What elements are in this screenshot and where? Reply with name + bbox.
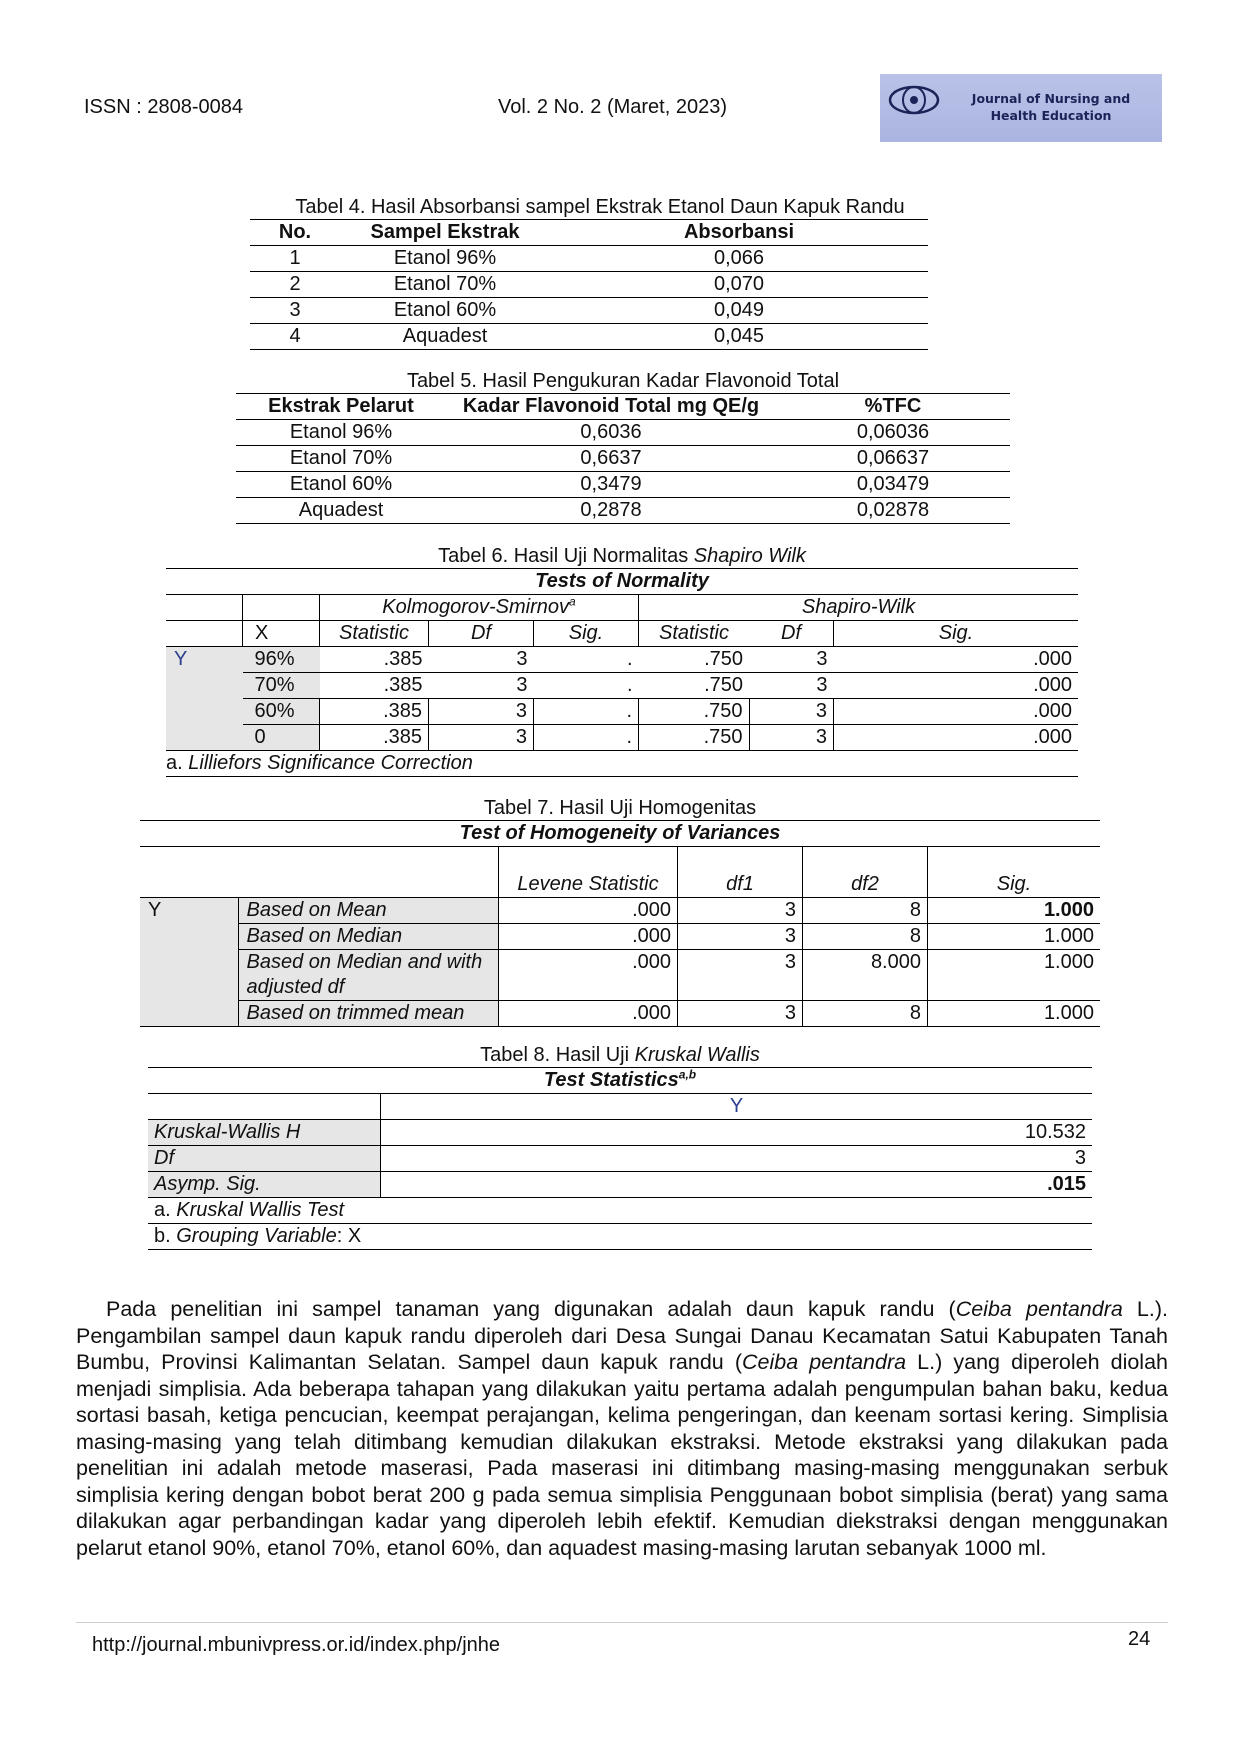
table7-header: df2 <box>803 847 928 898</box>
table-cell: 1.000 <box>928 950 1101 1001</box>
table-cell: . <box>626 674 633 696</box>
table-cell: .000 <box>499 950 678 1001</box>
table-cell: 3 <box>429 699 534 725</box>
table-cell: 3 <box>516 674 528 696</box>
table5-caption: Tabel 5. Hasil Pengukuran Kadar Flavonoid Total <box>406 370 840 392</box>
table-cell: 2 <box>289 273 301 295</box>
table8-footnote-b-text: Grouping Variable <box>176 1225 337 1247</box>
table-row <box>140 898 1100 924</box>
table-row <box>140 924 1100 950</box>
table6 <box>166 568 1078 777</box>
paragraph-segment: Pada penelitian ini sampel tanaman yang digunakan adalah daun kapuk randu ( <box>106 1297 956 1321</box>
table-row <box>166 673 1078 699</box>
table8-footnote-a-text: Kruskal Wallis Test <box>176 1199 345 1221</box>
table-cell: 4 <box>289 325 301 347</box>
table8-footnote-b-prefix: b. <box>154 1225 177 1247</box>
table7-row-label: Y <box>140 898 238 1027</box>
table4-header: Absorbansi <box>683 221 795 243</box>
table-cell: Etanol 96% <box>289 421 393 443</box>
table7-header: Levene Statistic <box>499 847 678 898</box>
table-cell: 3 <box>381 1146 1093 1172</box>
table-cell: 8.000 <box>803 950 928 1001</box>
table-cell: .750 <box>704 648 743 670</box>
table6-subheader: Df <box>429 621 534 647</box>
table7-caption: Tabel 7. Hasil Uji Homogenitas <box>483 797 757 819</box>
table-row <box>250 246 928 272</box>
table-cell: .000 <box>499 898 678 924</box>
table-cell: Based on Median <box>238 924 499 950</box>
table-cell: 0,049 <box>713 299 765 321</box>
table-cell: 3 <box>289 299 301 321</box>
table-row <box>140 1001 1100 1027</box>
table8-footnote-b <box>148 1224 1092 1250</box>
table8-col-y: Y <box>381 1094 1093 1120</box>
table6-caption-italic: Shapiro Wilk <box>693 545 806 567</box>
volume-text: Vol. 2 No. 2 (Maret, 2023) <box>498 96 728 118</box>
table-cell: 0,066 <box>713 247 765 269</box>
table7-title: Test of Homogeneity of Variances <box>459 822 781 844</box>
table-row <box>166 647 1078 673</box>
table-cell: . <box>534 725 639 751</box>
table-cell: 0,6036 <box>580 421 642 443</box>
species-name: Ceiba pentandra <box>741 1350 907 1374</box>
table7-row3-line1: Based on Median and with <box>246 951 483 973</box>
table-cell: 0,02878 <box>856 499 930 521</box>
body-paragraph <box>76 1296 1168 1561</box>
table-cell: Kruskal-Wallis H <box>148 1120 381 1146</box>
table-cell: 8 <box>803 1001 928 1027</box>
table-cell: Etanol 60% <box>289 473 393 495</box>
table-cell: 0,2878 <box>580 499 642 521</box>
table-cell: 3 <box>749 699 834 725</box>
table4-header: Sampel Ekstrak <box>370 221 520 243</box>
table4-caption: Tabel 4. Hasil Absorbansi sampel Ekstrak Etanol Daun Kapuk Randu <box>295 196 905 218</box>
table5-header: %TFC <box>864 395 922 417</box>
table4 <box>250 219 928 350</box>
table-cell: 0,045 <box>713 325 765 347</box>
table-cell: Etanol 60% <box>393 299 497 321</box>
table-cell: 0,070 <box>713 273 765 295</box>
table8-caption-prefix: Tabel 8. Hasil Uji <box>480 1044 635 1066</box>
table-cell: Aquadest <box>402 325 488 347</box>
table-row <box>250 272 928 298</box>
footer-divider <box>76 1622 1168 1623</box>
table-row <box>236 498 1010 524</box>
table-cell: 0 <box>243 725 320 751</box>
table-cell: 3 <box>749 725 834 751</box>
table-cell: .000 <box>834 699 1079 725</box>
table-cell: .385 <box>320 699 429 725</box>
table-cell: 1 <box>289 247 301 269</box>
table-cell: 3 <box>816 648 828 670</box>
table-row <box>140 950 1100 1001</box>
table5-header: Kadar Flavonoid Total mg QE/g <box>462 395 760 417</box>
table-cell: .000 <box>1033 674 1072 696</box>
table8-title <box>148 1068 1092 1094</box>
table6-caption <box>166 545 1078 568</box>
table-cell: 3 <box>678 924 803 950</box>
table-cell: 0,03479 <box>856 473 930 495</box>
table-cell: 10.532 <box>381 1120 1093 1146</box>
table-row <box>148 1172 1092 1198</box>
table-cell: .385 <box>383 674 423 696</box>
table5-header: Ekstrak Pelarut <box>268 395 414 417</box>
table-cell: Based on trimmed mean <box>238 1001 499 1027</box>
table8-caption-italic: Kruskal Wallis <box>634 1044 760 1066</box>
table5 <box>236 393 1010 524</box>
table-cell: Etanol 70% <box>289 447 393 469</box>
table-row <box>166 725 1078 751</box>
table-row <box>236 420 1010 446</box>
page-number: 24 <box>1128 1628 1151 1650</box>
table6-group1-label: Kolmogorov-Smirnov <box>382 596 570 618</box>
table-cell: .385 <box>383 648 423 670</box>
table-cell: Based on Mean <box>238 898 499 924</box>
table6-subheader: Statistic <box>320 621 429 647</box>
table-cell: 60% <box>243 699 320 725</box>
table8-caption <box>148 1044 1092 1067</box>
paragraph-text <box>76 1296 1168 1561</box>
journal-logo <box>880 74 1162 142</box>
table7 <box>140 820 1100 1027</box>
table-cell: 3 <box>678 950 803 1001</box>
table8 <box>148 1067 1092 1250</box>
table-cell: 96% <box>243 647 320 673</box>
table-cell: .000 <box>499 924 678 950</box>
table-row <box>236 472 1010 498</box>
table7-header: Sig. <box>928 847 1101 898</box>
table-cell: . <box>534 699 639 725</box>
table-cell: 0,6637 <box>580 447 642 469</box>
table-cell: 70% <box>243 673 320 699</box>
table6-title: Tests of Normality <box>535 570 709 592</box>
table6-footnote-prefix: a. <box>166 752 189 774</box>
table-cell: 3 <box>516 648 528 670</box>
table-cell: . <box>626 648 633 670</box>
table-cell: 8 <box>803 898 928 924</box>
table-cell: 3 <box>429 725 534 751</box>
table8-footnote-a <box>148 1198 1092 1224</box>
table6-subheader: Df <box>781 622 801 644</box>
table-row <box>236 446 1010 472</box>
table6-caption-prefix: Tabel 6. Hasil Uji Normalitas <box>438 545 694 567</box>
table-row <box>148 1120 1092 1146</box>
table-cell: 3 <box>678 898 803 924</box>
table-cell: 1.000 <box>928 898 1101 924</box>
table6-subheader: Sig. <box>534 621 639 647</box>
species-name: Ceiba pentandra <box>955 1297 1123 1321</box>
table-row <box>148 1146 1092 1172</box>
table6-footnote <box>166 751 1078 777</box>
journal-logo-line2: Health Education <box>990 108 1112 123</box>
table4-header: No. <box>278 221 312 243</box>
table7-row3-line2: adjusted df <box>246 976 345 998</box>
issn-text: ISSN : 2808-0084 <box>84 96 243 118</box>
table8-title-sup: a,b <box>678 1067 697 1082</box>
table-cell: .750 <box>704 674 743 696</box>
table-row <box>250 298 928 324</box>
table-cell: 0,06036 <box>856 421 930 443</box>
table-cell: .000 <box>499 1001 678 1027</box>
paragraph-segment: L.). Pengambilan sampel daun kapuk randu diperoleh dari Desa Sungai Danau Kecamatan Satui Kabupaten Tanah Bumbu, Provinsi Kalimantan Selatan. Sampel daun kapuk randu ( <box>76 1297 1168 1374</box>
table-row <box>250 324 928 350</box>
table-cell: .750 <box>639 725 750 751</box>
table6-group1 <box>320 595 639 621</box>
table6-group2: Shapiro-Wilk <box>639 595 1079 621</box>
table-cell: 0,06637 <box>856 447 930 469</box>
footer-url[interactable]: http://journal.mbunivpress.or.id/index.php/jnhe <box>92 1634 501 1656</box>
table7-header: df1 <box>678 847 803 898</box>
journal-logo-line1: Journal of Nursing and <box>971 91 1131 106</box>
table-cell: 1.000 <box>928 924 1101 950</box>
table6-row-label: Y <box>166 647 243 751</box>
table-cell: Etanol 70% <box>393 273 497 295</box>
table-cell: 1.000 <box>928 1001 1101 1027</box>
table6-group1-sup: a <box>569 594 576 609</box>
table-cell: 8 <box>803 924 928 950</box>
table8-footnote-b-suffix: : X <box>336 1225 362 1247</box>
table-cell <box>238 950 499 1001</box>
table-cell: Asymp. Sig. <box>148 1172 381 1198</box>
table-row <box>166 699 1078 725</box>
table-cell: .385 <box>320 725 429 751</box>
table-cell: 3 <box>678 1001 803 1027</box>
table8-title-text: Test Statistics <box>543 1069 679 1091</box>
table6-footnote-text: Lilliefors Significance Correction <box>188 752 473 774</box>
table-cell: .000 <box>834 725 1079 751</box>
table-cell: Etanol 96% <box>393 247 497 269</box>
table6-subheader: Statistic <box>639 621 750 647</box>
table-cell: Df <box>148 1146 381 1172</box>
table-cell: .000 <box>1033 648 1072 670</box>
globe-icon <box>886 80 942 120</box>
table6-subheader: Sig. <box>834 621 1079 647</box>
table-cell: 0,3479 <box>580 473 642 495</box>
table-cell: .015 <box>381 1172 1093 1198</box>
table-cell: Aquadest <box>298 499 384 521</box>
table-cell: .750 <box>639 699 750 725</box>
table6-col-x: X <box>243 621 320 647</box>
table-cell: 3 <box>816 674 828 696</box>
paragraph-segment: L.) yang diperoleh diolah menjadi simplisia. Ada beberapa tahapan yang dilakukan yaitu pertama adalah pengumpulan bahan baku, kedua sortasi basah, ketiga pencucian, keempat perajangan, kelima pengeringan, dan keenam sortasi kering. Simplisia masing-masing yang telah ditimbang kemudian dilakukan ekstraksi. Metode ekstraksi yang dilakukan pada penelitian ini adalah metode maserasi, Pada maserasi ini ditimbang masing-masing menggunakan serbuk simplisia kering dengan bobot berat 200 g pada semua simplisia Penggunaan bobot simplisia (berat) yang sama dilakukan agar perbandingan kadar yang diperoleh lebih efektif. Kemudian diekstraksi dengan menggunakan pelarut etanol 90%, etanol 70%, etanol 60%, dan aquadest masing-masing larutan sebanyak 1000 ml. <box>76 1350 1168 1560</box>
table8-footnote-a-prefix: a. <box>154 1199 177 1221</box>
